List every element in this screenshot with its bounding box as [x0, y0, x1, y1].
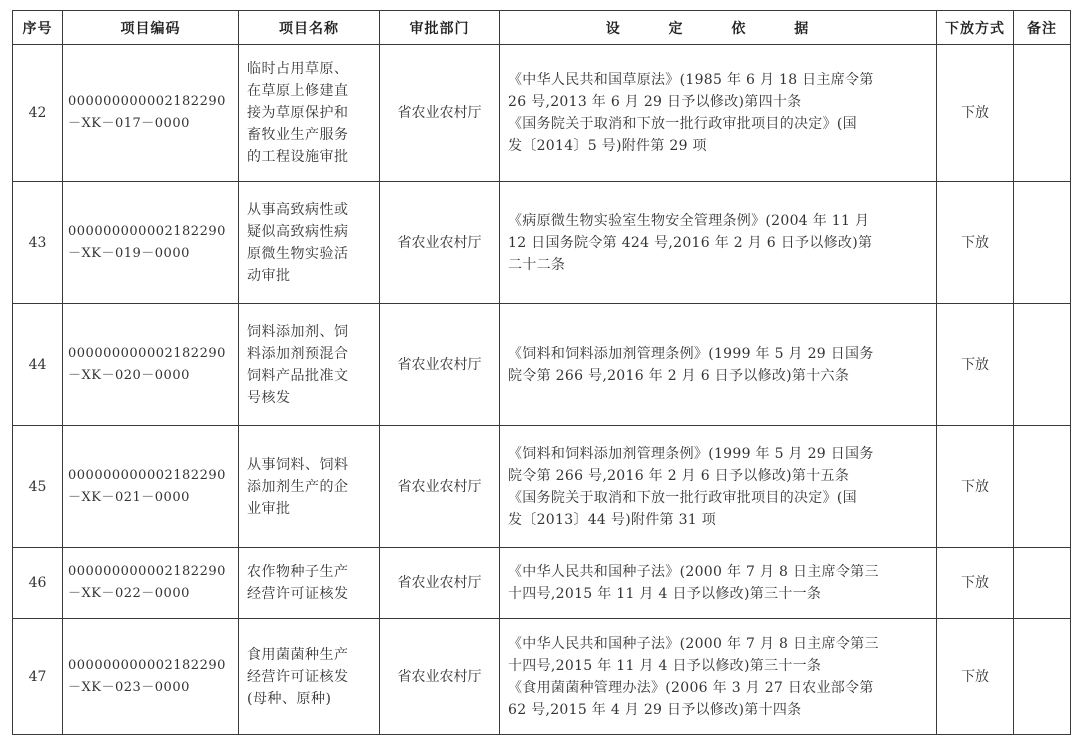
seq-cell: 47 — [13, 619, 63, 735]
cell-line: 000000000002182290 — [68, 345, 226, 361]
dept-cell: 省农业农村厅 — [380, 304, 500, 426]
cell-line: 疑似高致病性病 — [247, 223, 349, 240]
cell-line: 发〔2013〕44 号)附件第 31 项 — [508, 511, 717, 528]
cell-line: 000000000002182290 — [68, 94, 226, 109]
basis-cell — [500, 548, 937, 619]
seq-cell: 42 — [13, 45, 63, 182]
seq-cell: 44 — [13, 304, 63, 426]
cell-line: 在草原上修建直 — [247, 83, 349, 99]
code-cell — [63, 619, 239, 735]
cell-line: 饲料添加剂、饲 — [247, 323, 349, 340]
basis-cell — [500, 45, 937, 182]
name-cell — [239, 619, 380, 735]
cell-line: 农作物种子生产 — [247, 564, 349, 580]
cell-line: 《病原微生物实验室生物安全管理条例》(2004 年 11 月 — [508, 212, 870, 229]
basis-cell — [500, 426, 937, 548]
cell-line: 院令第 266 号,2016 年 2 月 6 日予以修改)第十五条 — [508, 467, 850, 484]
cell-line: 添加剂生产的企 — [247, 478, 349, 495]
basis-cell — [500, 304, 937, 426]
cell-line: 000000000002182290 — [68, 467, 226, 483]
cell-line: 畜牧业生产服务 — [247, 127, 349, 143]
code-cell — [63, 548, 239, 619]
note-cell — [1014, 182, 1071, 304]
header-row — [13, 11, 1071, 45]
cell-line: 发〔2014〕5 号)附件第 29 项 — [508, 138, 707, 154]
mode-cell: 下放 — [937, 548, 1014, 619]
dept-cell: 省农业农村厅 — [380, 182, 500, 304]
cell-line: 《饲料和饲料添加剂管理条例》(1999 年 5 月 29 日国务 — [508, 345, 874, 362]
cell-line: 62 号,2015 年 4 月 29 日予以修改)第十四条 — [508, 701, 802, 718]
note-cell — [1014, 548, 1071, 619]
seq-cell: 43 — [13, 182, 63, 304]
header-code: 项目编码 — [63, 11, 239, 45]
header-mode: 下放方式 — [937, 11, 1014, 45]
cell-line: －XK－019－0000 — [68, 245, 190, 261]
cell-line: 经营许可证核发 — [247, 668, 349, 685]
seq-cell: 45 — [13, 426, 63, 548]
cell-line: 业审批 — [247, 500, 291, 517]
name-cell — [239, 45, 380, 182]
cell-line: (母种、原种) — [247, 690, 332, 707]
cell-line: 十四号,2015 年 11 月 4 日予以修改)第三十一条 — [508, 586, 822, 602]
cell-line: 接为草原保护和 — [247, 105, 349, 121]
cell-line: 12 日国务院令第 424 号,2016 年 2 月 6 日予以修改)第 — [508, 234, 873, 251]
table-row — [13, 182, 1071, 304]
cell-line: 《国务院关于取消和下放一批行政审批项目的决定》(国 — [508, 116, 857, 132]
name-cell — [239, 304, 380, 426]
cell-line: －XK－021－0000 — [68, 489, 190, 505]
table-row — [13, 426, 1071, 548]
note-cell — [1014, 304, 1071, 426]
cell-line: 从事饲料、饲料 — [247, 456, 349, 473]
cell-line: 号核发 — [247, 389, 291, 406]
basis-cell — [500, 182, 937, 304]
approval-items-table — [12, 10, 1071, 735]
note-cell — [1014, 619, 1071, 735]
name-cell — [239, 426, 380, 548]
cell-line: 十四号,2015 年 11 月 4 日予以修改)第三十一条 — [508, 657, 822, 674]
mode-cell: 下放 — [937, 45, 1014, 182]
cell-line: 临时占用草原、 — [247, 61, 349, 77]
header-name: 项目名称 — [239, 11, 380, 45]
cell-line: 《国务院关于取消和下放一批行政审批项目的决定》(国 — [508, 489, 857, 506]
cell-line: 《中华人民共和国种子法》(2000 年 7 月 8 日主席令第三 — [508, 635, 879, 652]
cell-line: －XK－022－0000 — [68, 586, 190, 601]
dept-cell: 省农业农村厅 — [380, 426, 500, 548]
basis-cell — [500, 619, 937, 735]
note-cell — [1014, 426, 1071, 548]
table-row — [13, 45, 1071, 182]
code-cell — [63, 182, 239, 304]
mode-cell: 下放 — [937, 426, 1014, 548]
cell-line: 饲料产品批准文 — [247, 367, 349, 384]
code-cell — [63, 45, 239, 182]
seq-cell: 46 — [13, 548, 63, 619]
cell-line: 《中华人民共和国草原法》(1985 年 6 月 18 日主席令第 — [508, 72, 874, 88]
dept-cell: 省农业农村厅 — [380, 45, 500, 182]
cell-line: 二十二条 — [508, 256, 566, 273]
cell-line: 食用菌菌种生产 — [247, 646, 349, 663]
cell-line: －XK－020－0000 — [68, 367, 190, 383]
cell-line: 动审批 — [247, 267, 291, 284]
cell-line: －XK－017－0000 — [68, 116, 190, 131]
cell-line: 000000000002182290 — [68, 564, 226, 579]
header-note: 备注 — [1014, 11, 1071, 45]
mode-cell: 下放 — [937, 619, 1014, 735]
dept-cell: 省农业农村厅 — [380, 619, 500, 735]
cell-line: 原微生物实验活 — [247, 245, 349, 262]
header-seq: 序号 — [13, 11, 63, 45]
cell-line: 从事高致病性或 — [247, 201, 349, 218]
code-cell — [63, 426, 239, 548]
code-cell — [63, 304, 239, 426]
cell-line: 院令第 266 号,2016 年 2 月 6 日予以修改)第十六条 — [508, 367, 850, 384]
cell-line: 26 号,2013 年 6 月 29 日予以修改)第四十条 — [508, 94, 802, 110]
cell-line: 经营许可证核发 — [247, 586, 349, 602]
header-basis: 设 定 依 据 — [500, 11, 937, 45]
name-cell — [239, 182, 380, 304]
table-row — [13, 548, 1071, 619]
cell-line: 《中华人民共和国种子法》(2000 年 7 月 8 日主席令第三 — [508, 564, 879, 580]
table-row — [13, 304, 1071, 426]
cell-line: 000000000002182290 — [68, 657, 226, 673]
note-cell — [1014, 45, 1071, 182]
header-dept: 审批部门 — [380, 11, 500, 45]
cell-line: 料添加剂预混合 — [247, 345, 349, 362]
cell-line: 000000000002182290 — [68, 223, 226, 239]
cell-line: 的工程设施审批 — [247, 149, 349, 165]
mode-cell: 下放 — [937, 304, 1014, 426]
name-cell — [239, 548, 380, 619]
mode-cell: 下放 — [937, 182, 1014, 304]
cell-line: 《饲料和饲料添加剂管理条例》(1999 年 5 月 29 日国务 — [508, 445, 874, 462]
table-row — [13, 619, 1071, 735]
dept-cell: 省农业农村厅 — [380, 548, 500, 619]
cell-line: －XK－023－0000 — [68, 679, 190, 695]
cell-line: 《食用菌菌种管理办法》(2006 年 3 月 27 日农业部令第 — [508, 679, 874, 696]
